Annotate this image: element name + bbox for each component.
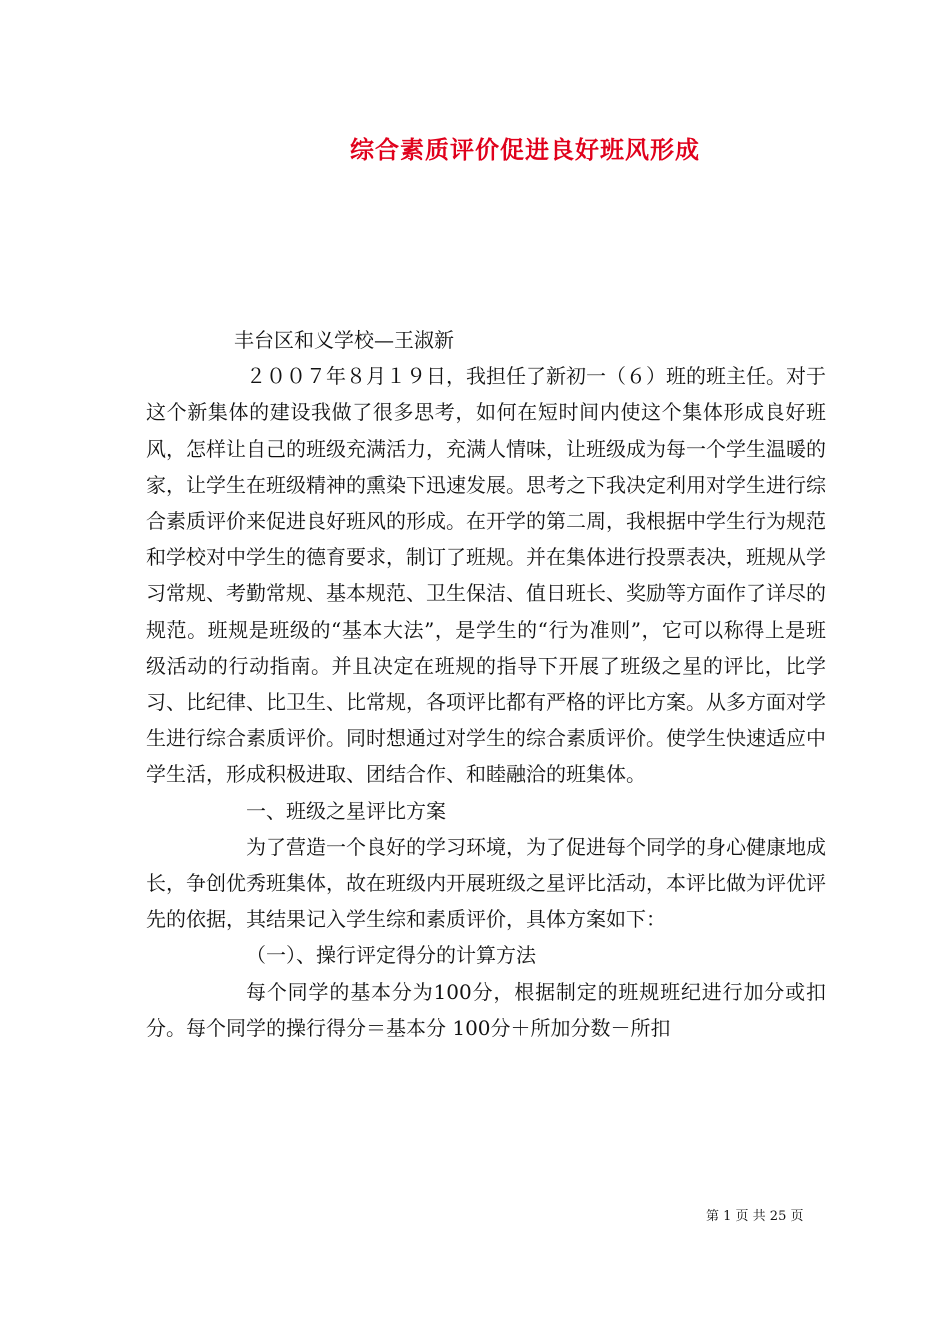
page-number: 第 1 页 共 25 页 <box>706 1209 804 1224</box>
paragraph-intro: ２００７年８月１９日，我担任了新初一（６）班的班主任。对于这个新集体的建设我做了很多思考，如何在短时间内使这个集体形成良好班风，怎样让自己的班级充满活力，充满人情味，让班级成为每一个学生温暖的家，让学生在班级精神的熏染下迅速发展。思考之下我决定利用对学生进行综合素质评价来促进良好班风的形成。在开学的第二周，我根据中学生行为规范和学校对中学生的德育要求，制订了班规。并在集体进行投票表决，班规从学习常规、考勤常规、基本规范、卫生保洁、值日班长、奖励等方面作了详尽的规范。班规是班级的“基本大法”，是学生的“行为准则”，它可以称得上是班级活动的行动指南。并且决定在班规的指导下开展了班级之星的评比，比学习、比纪律、比卫生、比常规，各项评比都有严格的评比方案。从多方面对学生进行综合素质评价。同时想通过对学生的综合素质评价。使学生快速适应中学生活，形成积极进取、团结合作、和睦融洽的班集体。 <box>146 364 826 787</box>
paragraph-scoring: 每个同学的基本分为100分，根据制定的班规班纪进行加分或扣分。每个同学的操行得分＝基本分 100分＋所加分数－所扣 <box>146 979 826 1040</box>
document-title: 综合素质评价促进良好班风形成 <box>350 135 700 164</box>
section-heading-1: 一、班级之星评比方案 <box>246 798 446 823</box>
document-body <box>146 322 826 1046</box>
paragraph-scheme: 为了营造一个良好的学习环境，为了促进每个同学的身心健康地成长，争创优秀班集体，故在班级内开展班级之星评比活动，本评比做为评优评先的依据，其结果记入学生综和素质评价，具体方案如下： <box>146 834 826 932</box>
subsection-heading-1: （一）、操行评定得分的计算方法 <box>246 943 536 968</box>
author-line: 丰台区和义学校—王淑新 <box>234 328 454 352</box>
